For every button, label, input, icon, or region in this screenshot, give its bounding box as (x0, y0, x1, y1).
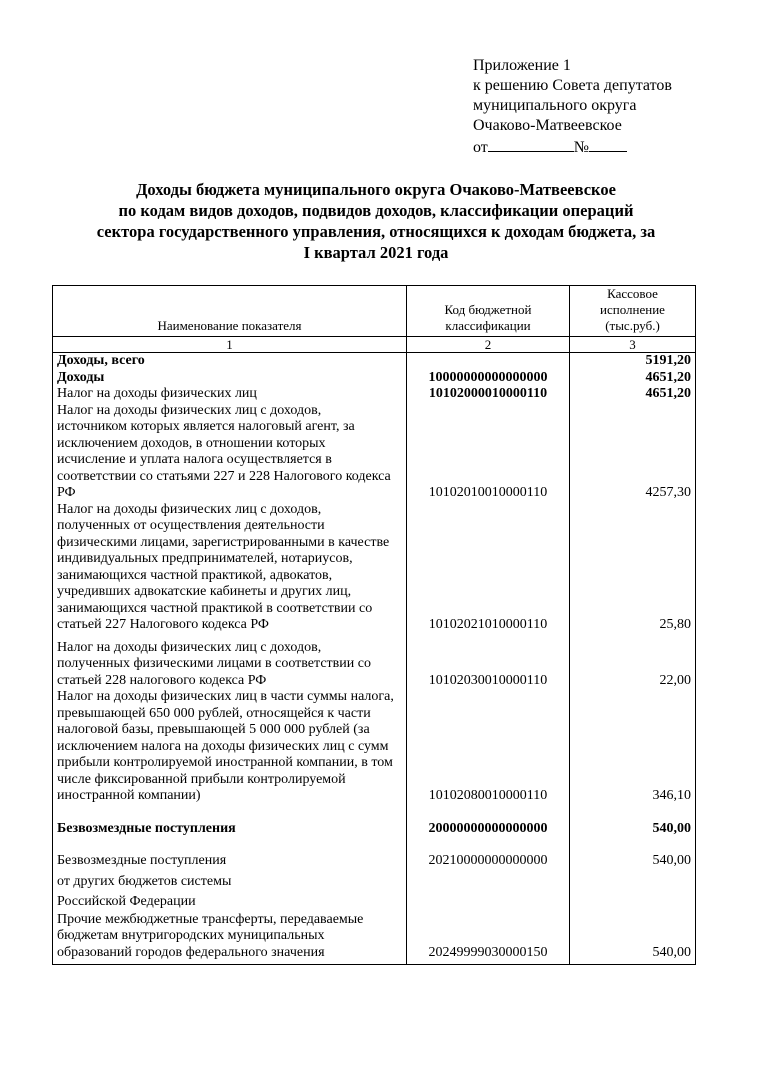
row-name: Безвозмездные поступления (53, 821, 407, 838)
header-exec-line-1: Кассовое (607, 286, 658, 301)
row-name (53, 912, 407, 965)
row-name-line: Налог на доходы физических лиц с доходов, (57, 501, 322, 517)
row-name-line: иностранной компании) (57, 788, 201, 803)
row-value: 4651,20 (570, 386, 696, 403)
appendix-block (473, 56, 672, 158)
row-name (53, 689, 407, 805)
header-execution (570, 286, 696, 337)
table-row (53, 689, 696, 805)
table-row (53, 870, 696, 912)
row-name: Налог на доходы физических лиц (53, 386, 407, 403)
row-code (407, 353, 570, 370)
row-name-line: прибыли контролируемой иностранной компании, в том (57, 755, 393, 770)
row-name (53, 870, 407, 912)
header-code-line-1: Код бюджетной (444, 302, 532, 317)
appendix-line-4: Очаково-Матвеевское (473, 117, 622, 134)
row-name-line: статьей 228 налогового кодекса РФ (57, 672, 267, 688)
header-code (407, 286, 570, 337)
title-line-3: сектора государственного управления, относящихся к доходам бюджета, за (96, 222, 656, 241)
row-value: 540,00 (570, 853, 696, 870)
table-row (53, 403, 696, 502)
table-row (53, 353, 696, 370)
row-name: Доходы, всего (53, 353, 407, 370)
row-name-line: исчисление и уплата налога осуществляется в (57, 452, 332, 467)
revenue-table (52, 285, 696, 965)
row-code: 10000000000000000 (407, 370, 570, 387)
title-line-1: Доходы бюджета муниципального округа Очаково-Матвеевское (136, 180, 616, 199)
appendix-date-number-line (473, 136, 672, 158)
row-value: 25,80 (570, 502, 696, 634)
row-code: 20249999030000150 (407, 912, 570, 965)
header-exec-line-2: исполнение (600, 302, 665, 317)
row-name-line: источником которых является налоговый агент, за (57, 419, 355, 434)
table-row (53, 912, 696, 965)
table-row (53, 386, 696, 403)
row-code (407, 870, 570, 912)
row-name-line: Налог на доходы физических лиц с доходов, (57, 639, 322, 655)
from-label: от (473, 139, 488, 156)
row-code: 20210000000000000 (407, 853, 570, 870)
column-number: 1 (53, 337, 407, 353)
row-name-line: исключением доходов, в отношении которых (57, 435, 326, 451)
table-row (53, 634, 696, 690)
row-value: 4257,30 (570, 403, 696, 502)
row-value (570, 870, 696, 912)
table-row (53, 853, 696, 870)
row-name-line: Российской Федерации (57, 893, 196, 909)
row-name-line: учредивших адвокатские кабинеты и других лиц, (57, 584, 352, 599)
row-name-line: образований городов федерального значения (57, 944, 325, 960)
row-name-line: числе фиксированной прибыли контролируемой (57, 771, 346, 787)
table-row (53, 502, 696, 634)
column-number: 2 (407, 337, 570, 353)
row-name-line: Налог на доходы физических лиц с доходов, (57, 402, 322, 418)
row-name-line: Прочие межбюджетные трансферты, передаваемые (57, 911, 364, 927)
title-line-2: по кодам видов доходов, подвидов доходов, классификации операций (118, 201, 634, 220)
row-name: Доходы (53, 370, 407, 387)
row-name-line: полученных физическими лицами в соответствии со (57, 656, 371, 671)
row-name-line: исключением налога на доходы физических лиц с сумм (57, 738, 389, 754)
row-name-line: налоговой базы, превышающей 5 000 000 рублей (за (57, 722, 370, 737)
row-value: 4651,20 (570, 370, 696, 387)
table-row (53, 370, 696, 387)
table-row (53, 821, 696, 838)
appendix-line-1: Приложение 1 (473, 57, 571, 74)
row-value: 22,00 (570, 634, 696, 690)
number-label: № (573, 139, 590, 156)
spacer-row (53, 805, 696, 821)
row-name-line: Налог на доходы физических лиц в части суммы налога, (57, 689, 394, 704)
row-name-line: физическими лицами, зарегистрированными в качестве (57, 534, 390, 550)
row-name-line: РФ (57, 485, 76, 500)
row-name-line: полученных от осуществления деятельности (57, 518, 325, 533)
row-value: 540,00 (570, 912, 696, 965)
row-code: 10102000010000110 (407, 386, 570, 403)
row-name-line: превышающей 650 000 рублей, относящейся к части (57, 705, 371, 721)
row-name-line: занимающихся частной практикой, адвокатов, (57, 567, 333, 583)
date-blank (488, 136, 574, 152)
header-name: Наименование показателя (53, 286, 407, 337)
appendix-line-3: муниципального округа (473, 97, 637, 114)
row-value: 540,00 (570, 821, 696, 838)
row-name-line: занимающихся частной практикой в соответствии со (57, 600, 373, 616)
row-name-line: индивидуальных предпринимателей, нотариусов, (57, 551, 353, 566)
row-value: 5191,20 (570, 353, 696, 370)
row-value: 346,10 (570, 689, 696, 805)
header-exec-line-3: (тыс.руб.) (605, 318, 660, 333)
row-name (53, 403, 407, 502)
row-code: 10102030010000110 (407, 634, 570, 690)
column-number: 3 (570, 337, 696, 353)
row-code: 10102010010000110 (407, 403, 570, 502)
document-title (40, 179, 712, 263)
row-name (53, 634, 407, 690)
row-code: 10102080010000110 (407, 689, 570, 805)
row-name-line: бюджетам внутригородских муниципальных (57, 928, 325, 943)
appendix-line-2: к решению Совета депутатов (473, 77, 672, 94)
spacer-row (53, 837, 696, 853)
row-name-line: статьей 227 Налогового кодекса РФ (57, 617, 269, 632)
row-name-line: соответствии со статьями 227 и 228 Налогового кодекса (57, 468, 391, 484)
row-name (53, 502, 407, 634)
table-header-row (53, 286, 696, 337)
row-name-line: от других бюджетов системы (57, 873, 232, 889)
title-line-4: I квартал 2021 года (303, 243, 449, 262)
row-code: 10102021010000110 (407, 502, 570, 634)
row-name: Безвозмездные поступления (53, 853, 407, 870)
number-blank (589, 136, 627, 152)
header-code-line-2: классификации (445, 318, 531, 333)
row-code: 20000000000000000 (407, 821, 570, 838)
column-number-row (53, 337, 696, 353)
